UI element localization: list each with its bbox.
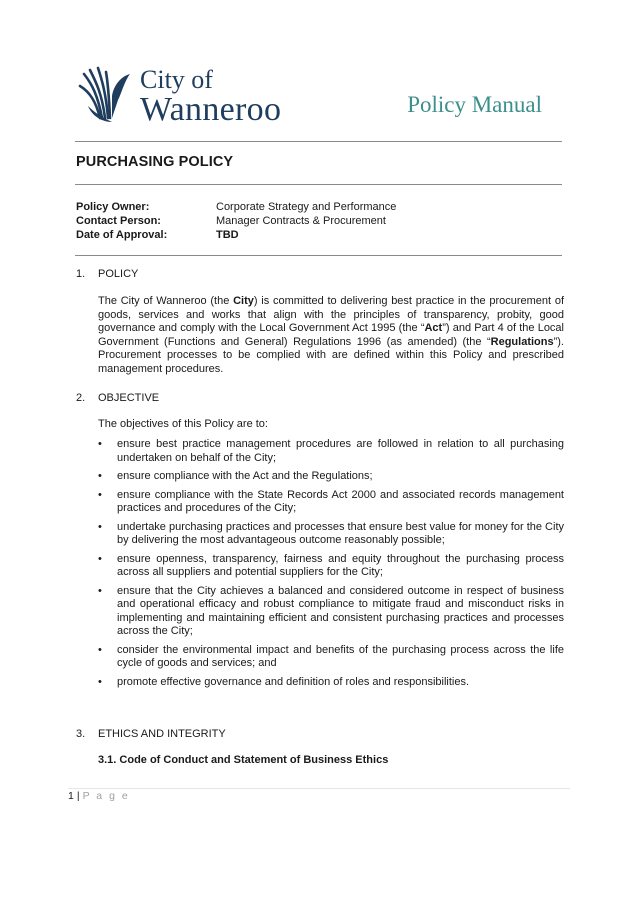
- list-item-text: ensure compliance with the Act and the Regulations;: [117, 470, 373, 482]
- header-divider: [75, 141, 562, 142]
- list-item-text: consider the environmental impact and benefits of the purchasing process across the life cycle of goods and services; and: [117, 643, 564, 669]
- policy-text: The City of Wanneroo (the: [98, 295, 234, 307]
- list-item-text: promote effective governance and definition of roles and responsibilities.: [117, 675, 470, 688]
- meta-label: Date of Approval:: [76, 229, 168, 241]
- section-heading-ethics: [76, 728, 226, 740]
- page-footer: [68, 790, 130, 802]
- section-heading-objective: [76, 392, 159, 404]
- meta-row-contact: [76, 214, 396, 228]
- policy-term: Regulations: [490, 335, 554, 348]
- footer-divider: [68, 788, 570, 789]
- meta-value: TBD: [216, 229, 239, 241]
- policy-metadata: [76, 200, 396, 242]
- city-of-wanneroo-logo: [78, 66, 298, 128]
- section-title: ETHICS AND INTEGRITY: [98, 728, 226, 740]
- subsection-heading-code-of-conduct: 3.1. Code of Conduct and Statement of Business Ethics: [98, 754, 389, 766]
- bullet-icon: •: [98, 470, 102, 482]
- bullet-icon: •: [98, 584, 102, 597]
- policy-term: City: [233, 295, 254, 307]
- logo-wanneroo-text: Wanneroo: [140, 91, 282, 128]
- page-label: P a g e: [82, 790, 130, 802]
- bullet-icon: •: [98, 488, 102, 501]
- objective-intro: The objectives of this Policy are to:: [98, 418, 268, 430]
- list-item-text: undertake purchasing practices and processes that ensure best value for money for the City by delivering the most advantageous outcome reasonably possible;: [117, 520, 564, 546]
- policy-text: ”). Procurement processes to be complied with are defined within this Policy and prescribed management procedures.: [98, 335, 564, 375]
- policy-text: ) is committed to delivering best practice in the procurement of goods, services and works that align with the principles of transparency, probity, good governance and comply with the Local Government Act 1995 (the “: [98, 295, 564, 334]
- section-number: 2.: [76, 392, 86, 404]
- section-title: POLICY: [98, 268, 139, 280]
- bullet-icon: •: [98, 438, 102, 450]
- title-divider: [75, 184, 562, 185]
- list-item: [98, 644, 564, 671]
- policy-statement: [98, 295, 564, 376]
- list-item: [98, 489, 564, 516]
- list-item: [98, 470, 564, 484]
- bullet-icon: •: [98, 643, 102, 656]
- section-number: 3.: [76, 728, 86, 740]
- list-item: [98, 553, 564, 580]
- bullet-icon: •: [98, 675, 102, 688]
- list-item: [98, 438, 564, 465]
- banksia-emblem-icon: [78, 66, 132, 124]
- meta-label: Policy Owner:: [76, 201, 150, 213]
- meta-label: Contact Person:: [76, 215, 161, 227]
- document-title: PURCHASING POLICY: [76, 154, 234, 170]
- bullet-icon: •: [98, 552, 102, 565]
- objective-list: [98, 438, 564, 694]
- policy-manual-title: Policy Manual: [407, 92, 542, 117]
- meta-row-owner: [76, 200, 396, 214]
- section-heading-policy: [76, 268, 138, 280]
- list-item: [98, 676, 564, 690]
- list-item-text: ensure best practice management procedures are followed in relation to all purchasing undertaken on behalf of the City;: [117, 438, 564, 464]
- list-item: [98, 585, 564, 639]
- meta-divider: [75, 255, 562, 256]
- section-number: 1.: [76, 268, 86, 280]
- policy-term: Act: [424, 322, 443, 334]
- logo-city-of-text: City of: [140, 65, 213, 94]
- meta-value: Corporate Strategy and Performance: [216, 201, 397, 213]
- list-item-text: ensure compliance with the State Records Act 2000 and associated records management practices and procedures of the City;: [117, 488, 564, 514]
- meta-row-approval: [76, 228, 396, 242]
- policy-text: ”) and Part 4 of the Local Government (Functions and General) Regulations 1996 (as amended) (the “: [98, 322, 564, 348]
- bullet-icon: •: [98, 520, 102, 533]
- list-item: [98, 521, 564, 548]
- footer-separator: |: [76, 790, 80, 802]
- page-number: 1: [68, 790, 74, 802]
- list-item-text: ensure openness, transparency, fairness and equity throughout the purchasing process across all suppliers and potential suppliers for the City;: [117, 552, 564, 578]
- list-item-text: ensure that the City achieves a balanced and considered outcome in respect of business and operational efficacy and robust compliance to mitigate fraud and misconduct risks in implementing and maintaining efficient and consistent purchasing practices and processes across the City;: [117, 584, 564, 637]
- meta-value: Manager Contracts & Procurement: [216, 215, 386, 227]
- section-title: OBJECTIVE: [98, 392, 160, 404]
